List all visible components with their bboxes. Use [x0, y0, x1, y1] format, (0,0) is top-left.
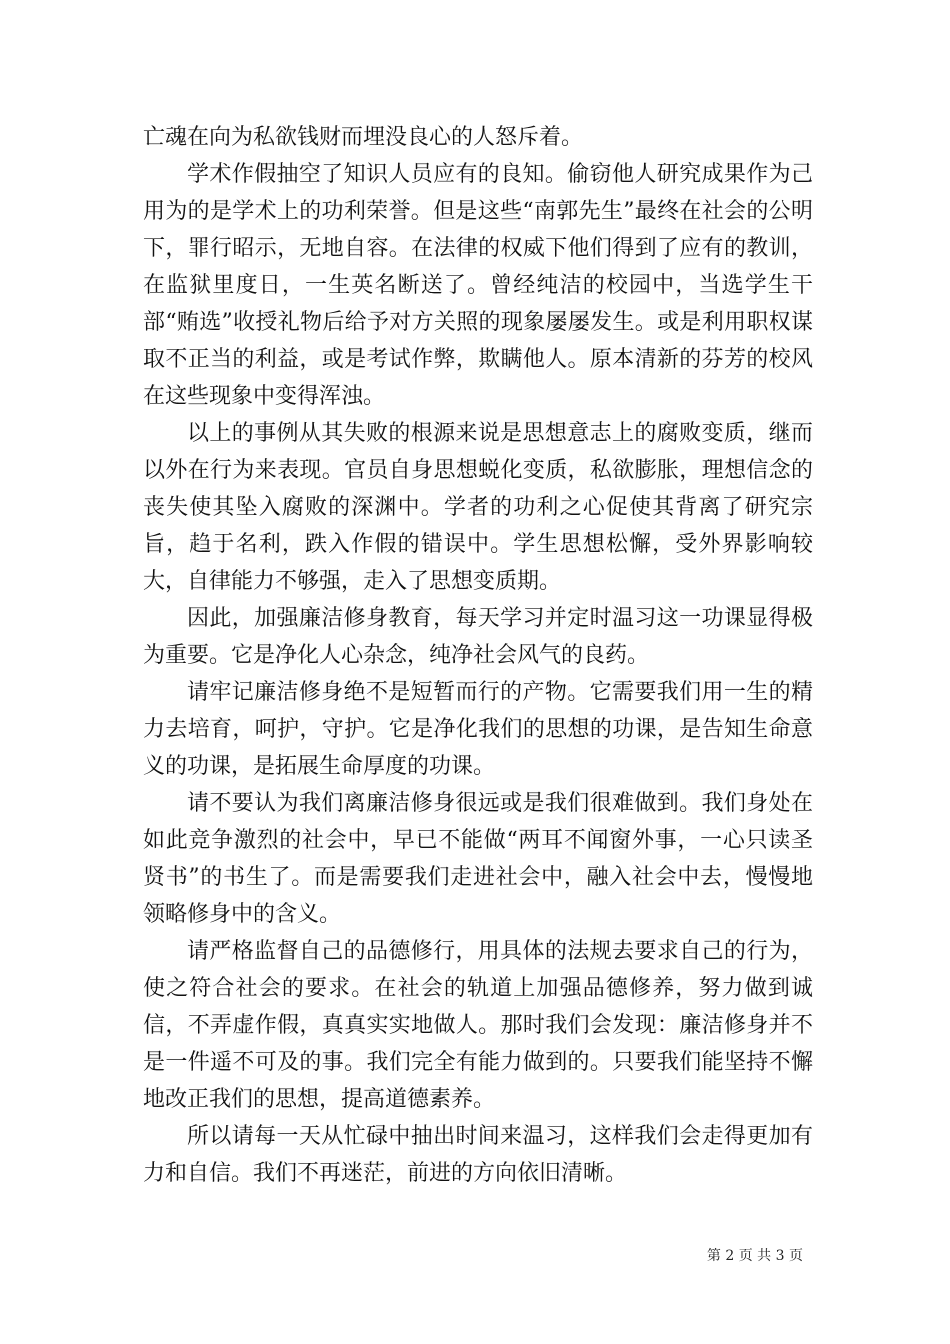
paragraph-8: 所以请每一天从忙碌中抽出时间来温习，这样我们会走得更加有力和自信。我们不再迷茫，前进的方向依旧清晰。: [143, 1124, 813, 1186]
paragraph-1: 亡魂在向为私欲钱财而埋没良心的人怒斥着。: [143, 125, 584, 150]
paragraph-7: 请严格监督自己的品德修行，用具体的法规去要求自己的行为，使之符合社会的要求。在社会的轨道上加强品德修养，努力做到诚信，不弄虚作假，真真实实地做人。那时我们会发现：廉洁修身并不是一件遥不可及的事。我们完全有能力做到的。只要我们能坚持不懈地改正我们的思想，提高道德素养。: [143, 939, 813, 1112]
document-body: [143, 119, 813, 1192]
paragraph-5: 请牢记廉洁修身绝不是短暂而行的产物。它需要我们用一生的精力去培育，呵护，守护。它是净化我们的思想的功课，是告知生命意义的功课，是拓展生命厚度的功课。: [143, 680, 813, 779]
paragraph-2: 学术作假抽空了知识人员应有的良知。偷窃他人研究成果作为己用为的是学术上的功利荣誉。但是这些“南郭先生”最终在社会的公明下，罪行昭示，无地自容。在法律的权威下他们得到了应有的教训，在监狱里度日，一生英名断送了。曾经纯洁的校园中，当选学生干部“贿选”收授礼物后给予对方关照的现象屡屡发生。或是利用职权谋取不正当的利益，或是考试作弊，欺瞒他人。原本清新的芬芳的校风在这些现象中变得浑浊。: [143, 162, 813, 409]
paragraph-3: 以上的事例从其失败的根源来说是思想意志上的腐败变质，继而以外在行为来表现。官员自身思想蜕化变质，私欲膨胀，理想信念的丧失使其坠入腐败的深渊中。学者的功利之心促使其背离了研究宗旨，趋于名利，跌入作假的错误中。学生思想松懈，受外界影响较大，自律能力不够强，走入了思想变质期。: [143, 421, 813, 594]
page-number-footer: 第 2 页 共 3 页: [706, 1248, 803, 1264]
paragraph-4: 因此，加强廉洁修身教育，每天学习并定时温习这一功课显得极为重要。它是净化人心杂念，纯净社会风气的良药。: [143, 606, 813, 668]
paragraph-6: 请不要认为我们离廉洁修身很远或是我们很难做到。我们身处在如此竞争激烈的社会中，早已不能做“两耳不闻窗外事，一心只读圣贤书”的书生了。而是需要我们走进社会中，融入社会中去，慢慢地领略修身中的含义。: [143, 791, 813, 927]
